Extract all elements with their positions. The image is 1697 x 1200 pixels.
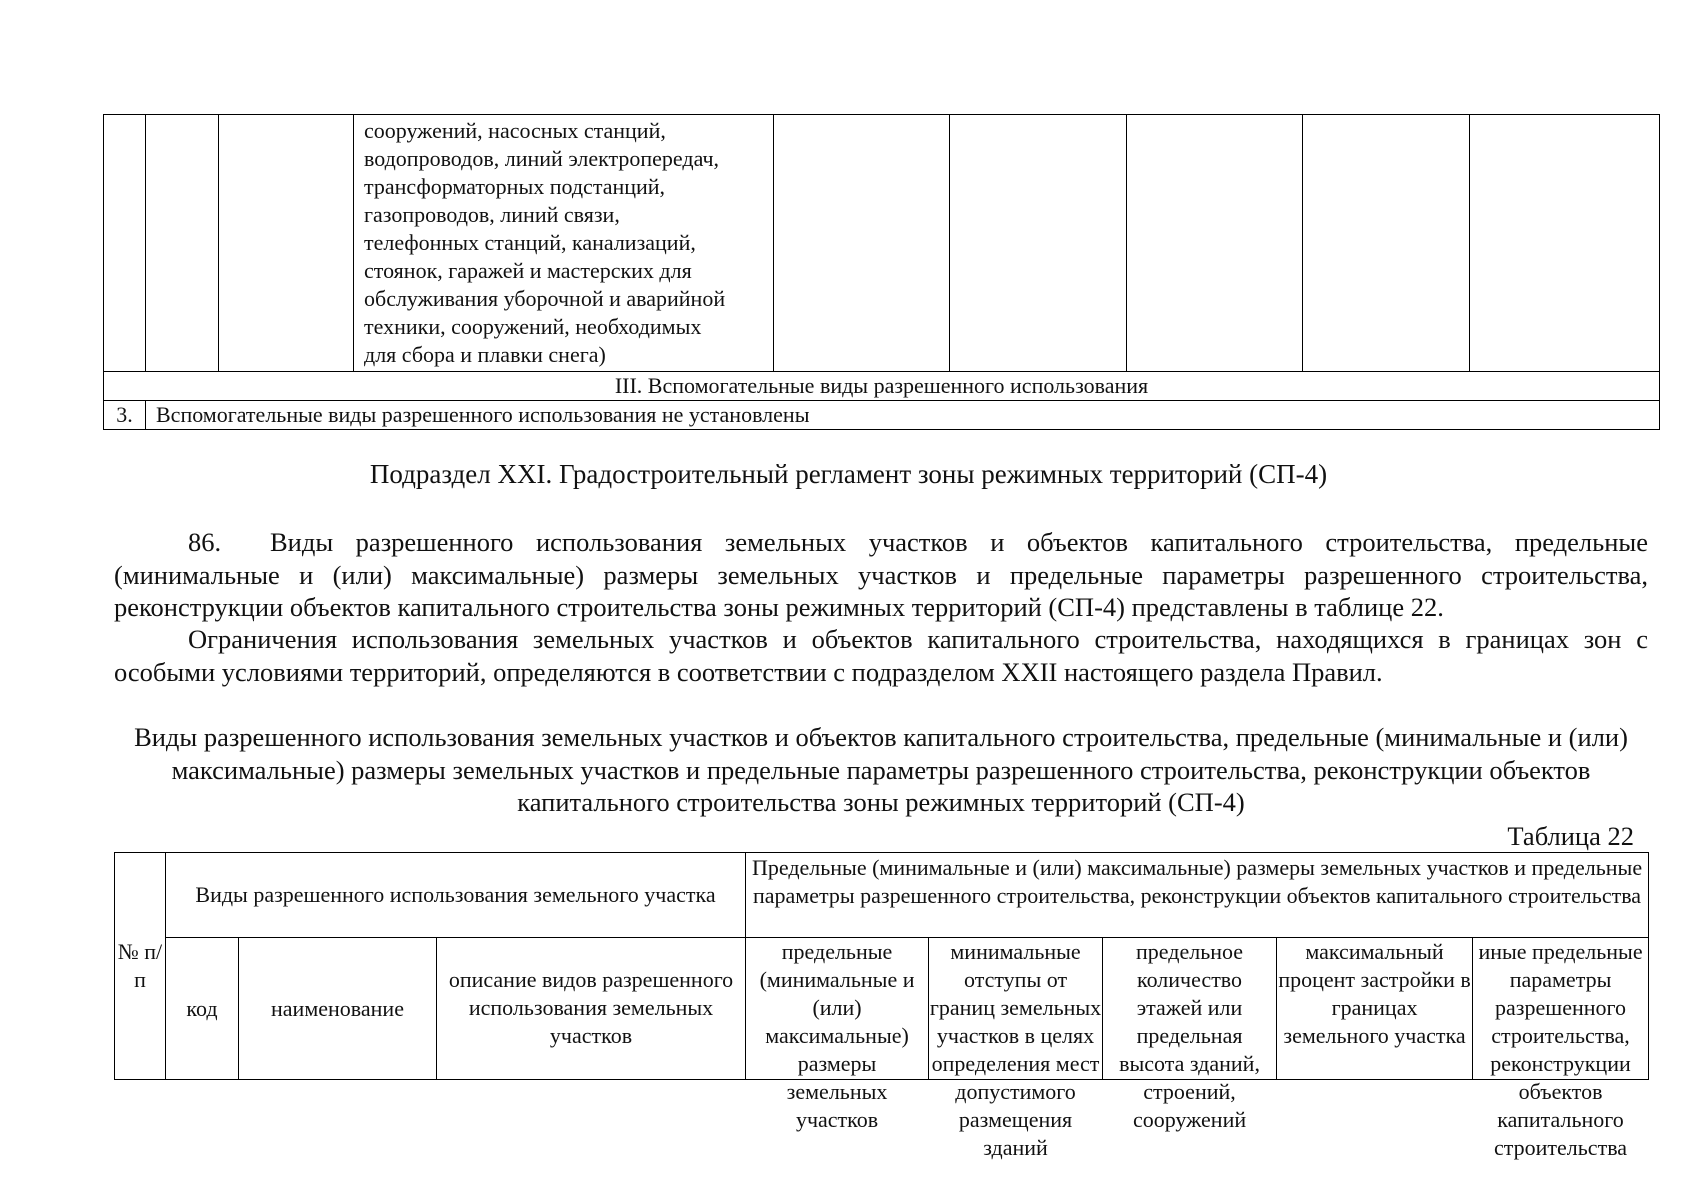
description-line: водопроводов, линий электропередач, <box>364 146 720 171</box>
header-setbacks-text: минимальные отступы от границ земельных участков в целях определения мест допустимого размещения зданий <box>929 939 1102 1160</box>
cell-coverage <box>1303 115 1470 372</box>
header-row-columns <box>115 938 1649 1080</box>
header-coverage-text: максимальный процент застройки в границах земельного участка <box>1278 939 1471 1048</box>
table-22 <box>114 852 1649 1160</box>
header-code: код <box>166 938 239 1080</box>
description-line: сооружений, насосных станций, <box>364 118 666 143</box>
description-line: стоянок, гаражей и мастерских для <box>364 258 692 283</box>
cell-setbacks <box>950 115 1127 372</box>
header-name: наименование <box>239 938 437 1080</box>
paragraph-restrictions: Ограничения использования земельных участков и объектов капитального строительства, находящихся в границах зон с особыми условиями территорий, определяются в соответствии с подразделом XXII настоящего раздела Правил. <box>114 624 1648 687</box>
cell-description <box>354 115 774 372</box>
header-group-left: Виды разрешенного использования земельного участка <box>166 853 746 938</box>
cell-sizes <box>774 115 950 372</box>
paragraph-86 <box>114 526 1648 624</box>
header-group-right: Предельные (минимальные и (или) максимальные) размеры земельных участков и предельные параметры разрешенного строительства, реконструкции объектов капитального строительства <box>746 853 1649 938</box>
description-line: для сбора и плавки снега) <box>364 342 606 367</box>
header-sizes <box>746 938 929 1132</box>
table-title: Виды разрешенного использования земельных участков и объектов капитального строительства, предельные (минимальные и (или) максимальные) размеры земельных участков и предельные параметры разрешенного строительства, реконструкции объектов капитального строительства зоны режимных территорий (СП-4) <box>134 722 1628 817</box>
description-line: техники, сооружений, необходимых <box>364 314 702 339</box>
header-row-group <box>115 853 1649 938</box>
header-setbacks <box>929 938 1103 1160</box>
description-line: трансформаторных подстанций, <box>364 174 666 199</box>
cell-name <box>219 115 354 372</box>
continued-table <box>103 114 1660 430</box>
header-floors-text: предельное количество этажей или предельная высота зданий, строений, сооружений <box>1119 939 1260 1132</box>
row-text: Вспомогательные виды разрешенного использования не установлены <box>146 401 1660 430</box>
cell-number <box>104 115 146 372</box>
note-row <box>104 401 1660 430</box>
continued-row <box>104 115 1660 372</box>
description-line: телефонных станций, канализаций, <box>364 230 696 255</box>
section-row <box>104 372 1660 401</box>
header-description <box>437 938 746 1080</box>
description-line: газопроводов, линий связи, <box>364 202 620 227</box>
header-description-text: описание видов разрешенного использования земельных участков <box>448 967 734 1048</box>
header-floors <box>1103 938 1277 1132</box>
cell-floors <box>1127 115 1303 372</box>
table-label: Таблица 22 <box>1507 821 1634 851</box>
header-number: № п/п <box>115 853 166 1080</box>
paragraph-number: 86. <box>188 527 222 557</box>
header-other <box>1473 938 1649 1160</box>
cell-code <box>146 115 219 372</box>
description-line: обслуживания уборочной и аварийной <box>364 286 726 311</box>
cell-other <box>1470 115 1660 372</box>
row-number: 3. <box>104 401 146 430</box>
header-other-text: иные предельные параметры разрешенного строительства, реконструкции объектов капитального строительства <box>1478 939 1643 1160</box>
paragraph-text: Виды разрешенного использования земельных участков и объектов капитального строительства, предельные (минимальные и (или) максимальные) размеры земельных участков и предельные параметры разрешенного строительства, реконструкции объектов капитального строительства зоны режимных территорий (СП-4) представлены в таблице 22. <box>114 527 1648 622</box>
section-heading: III. Вспомогательные виды разрешенного использования <box>104 372 1660 401</box>
header-sizes-text: предельные (минимальные и (или) максимальные) размеры земельных участков <box>759 939 915 1132</box>
subsection-title: Подраздел XXI. Градостроительный регламент зоны режимных территорий (СП-4) <box>369 459 1328 489</box>
header-coverage <box>1277 938 1473 1080</box>
